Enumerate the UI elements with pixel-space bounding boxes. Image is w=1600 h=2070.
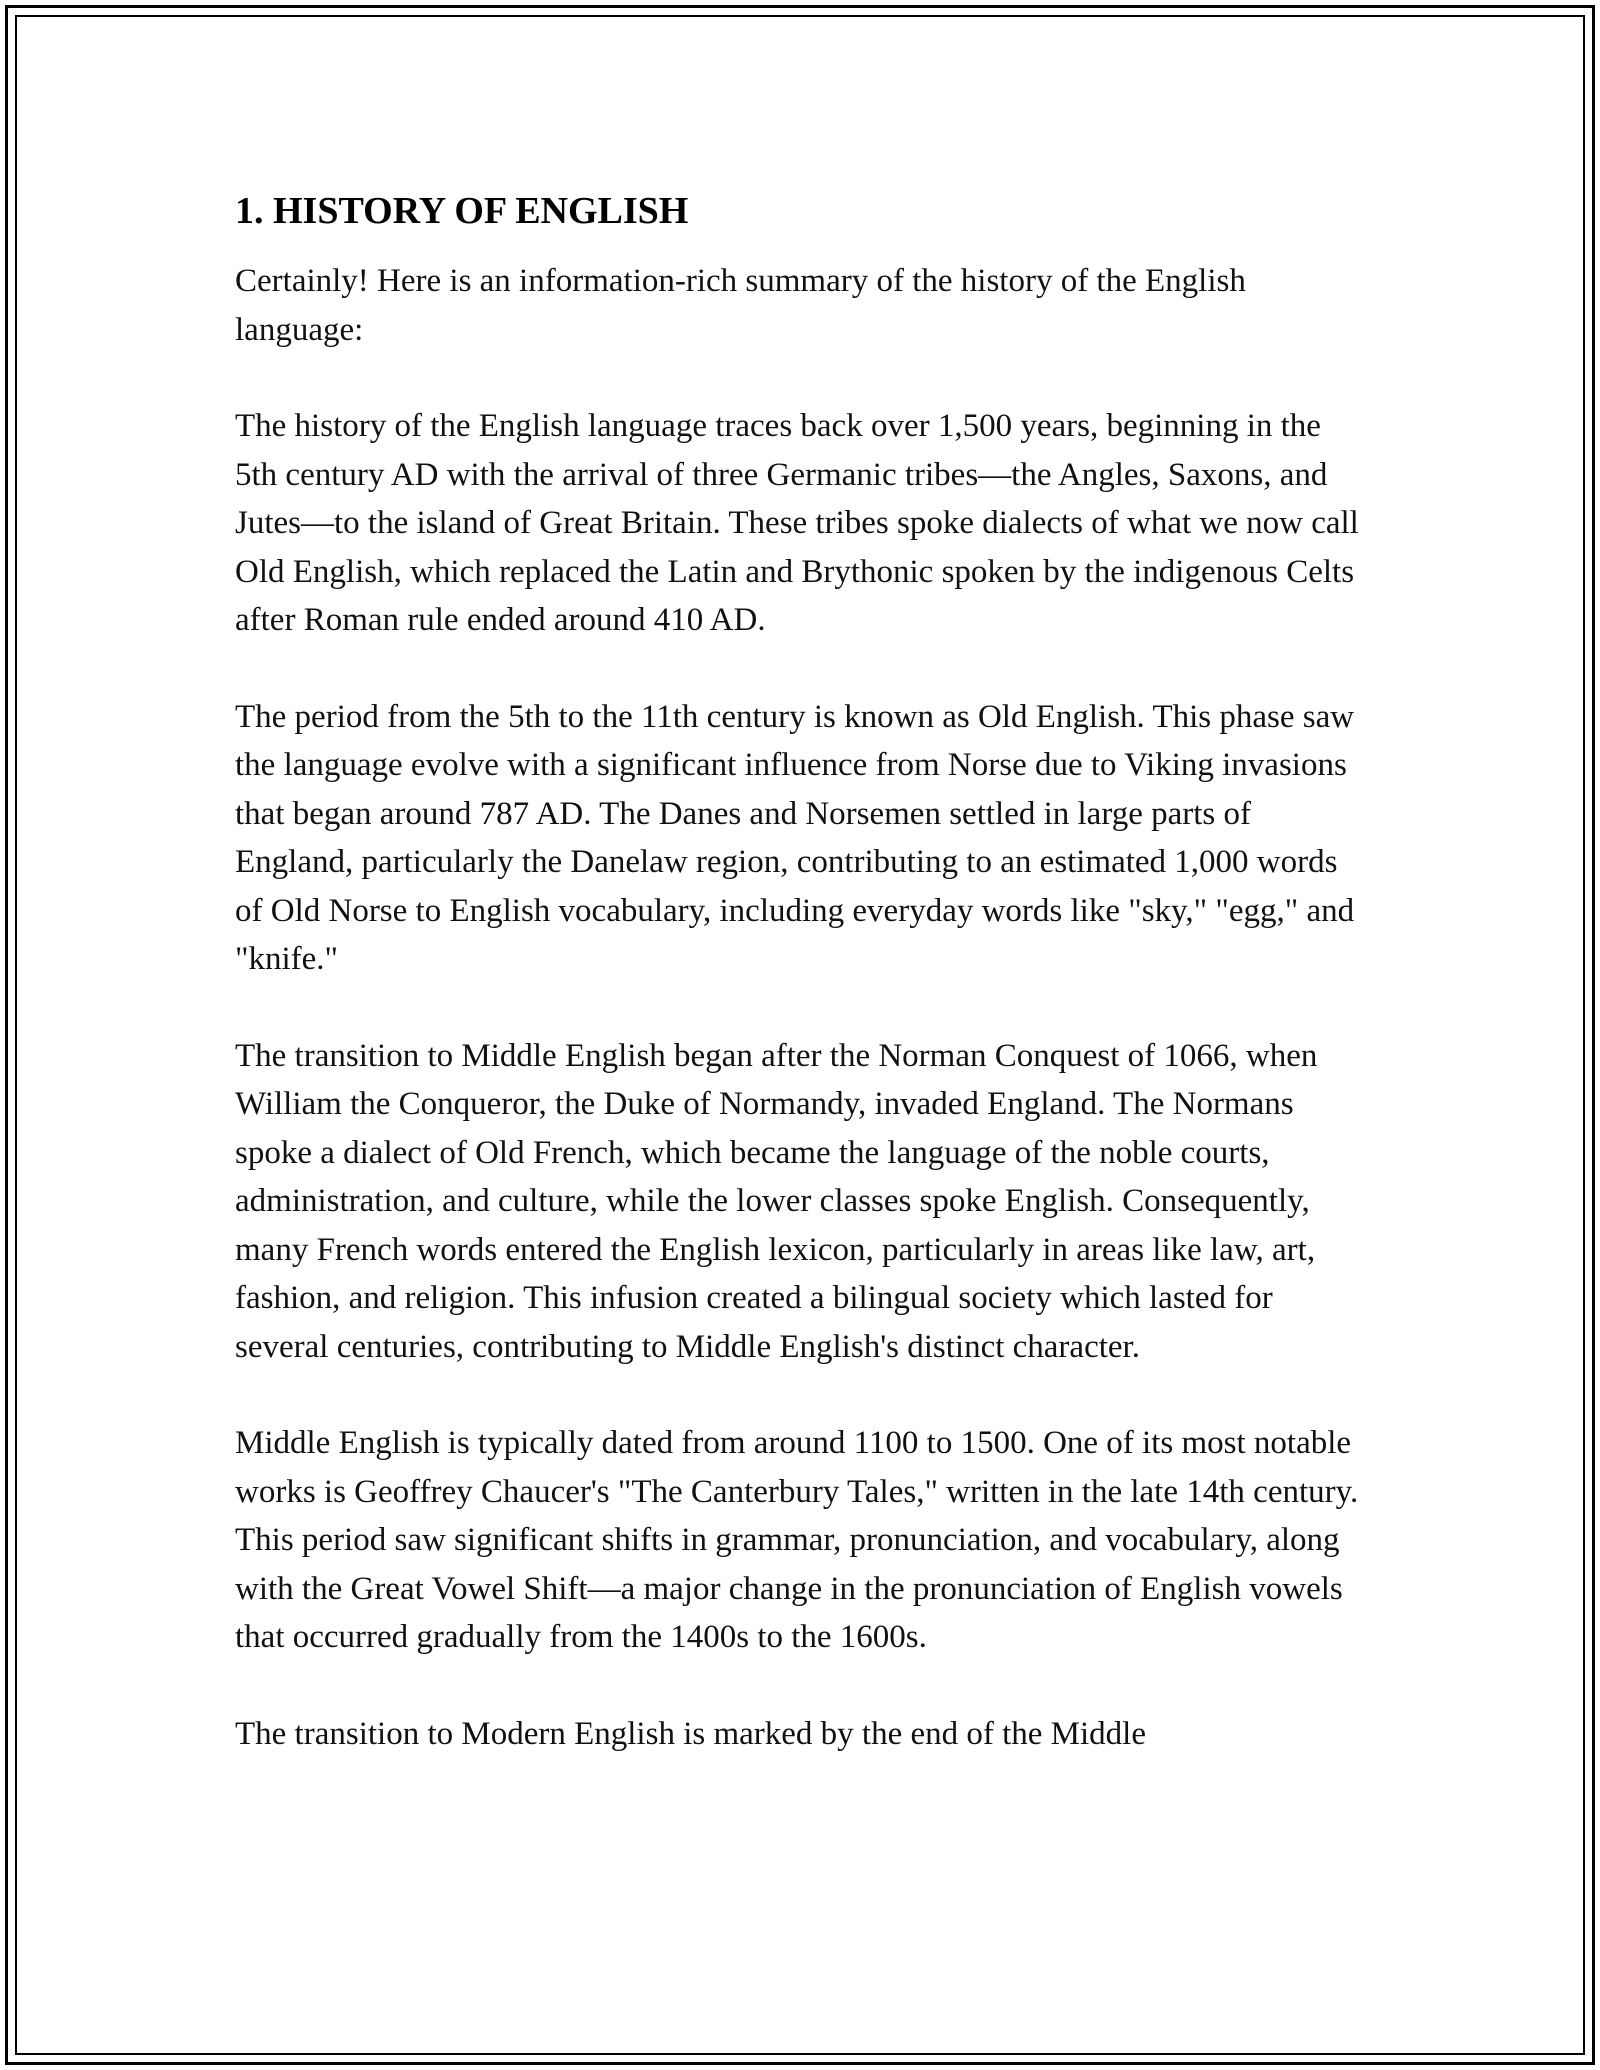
paragraph-intro: Certainly! Here is an information-rich summary of the history of the English language: xyxy=(235,263,1246,348)
paragraph-norman-conquest: The transition to Middle English began after the Norman Conquest of 1066, when William the Conqueror, the Duke of Normandy, invaded England. The Normans spoke a dialect of Old French, which became the language of the noble courts, administration, and culture, while the lower classes spoke English. Consequently, many French words entered the English lexicon, particularly in areas like law, art, fashion, and religion. This infusion created a bilingual society which lasted for several centuries, contributing to Middle English's distinct character. xyxy=(235,1037,1318,1365)
paragraph-middle-english: Middle English is typically dated from around 1100 to 1500. One of its most notable works is Geoffrey Chaucer's "The Canterbury Tales," written in the late 14th century. This period saw significant shifts in grammar, pronunciation, and vocabulary, along with the Great Vowel Shift—a major change in the pronunciation of English vowels that occurred gradually from the 1400s to the 1600s. xyxy=(235,1425,1359,1655)
section-heading: 1. HISTORY OF ENGLISH xyxy=(235,190,689,232)
document-body xyxy=(235,185,1365,1806)
paragraph-old-english: The period from the 5th to the 11th century is known as Old English. This phase saw the language evolve with a significant influence from Norse due to Viking invasions that began around 787 AD. The Danes and Norsemen settled in large parts of England, particularly the Danelaw region, contributing to an estimated 1,000 words of Old Norse to English vocabulary, including everyday words like "sky," "egg," and "knife." xyxy=(235,698,1355,977)
paragraph-modern-english: The transition to Modern English is marked by the end of the Middle xyxy=(235,1715,1146,1752)
paragraph-origins: The history of the English language traces back over 1,500 years, beginning in the 5th century AD with the arrival of three Germanic tribes—the Angles, Saxons, and Jutes—to the island of Great Britain. These tribes spoke dialects of what we now call Old English, which replaced the Latin and Brythonic spoken by the indigenous Celts after Roman rule ended around 410 AD. xyxy=(235,408,1359,638)
